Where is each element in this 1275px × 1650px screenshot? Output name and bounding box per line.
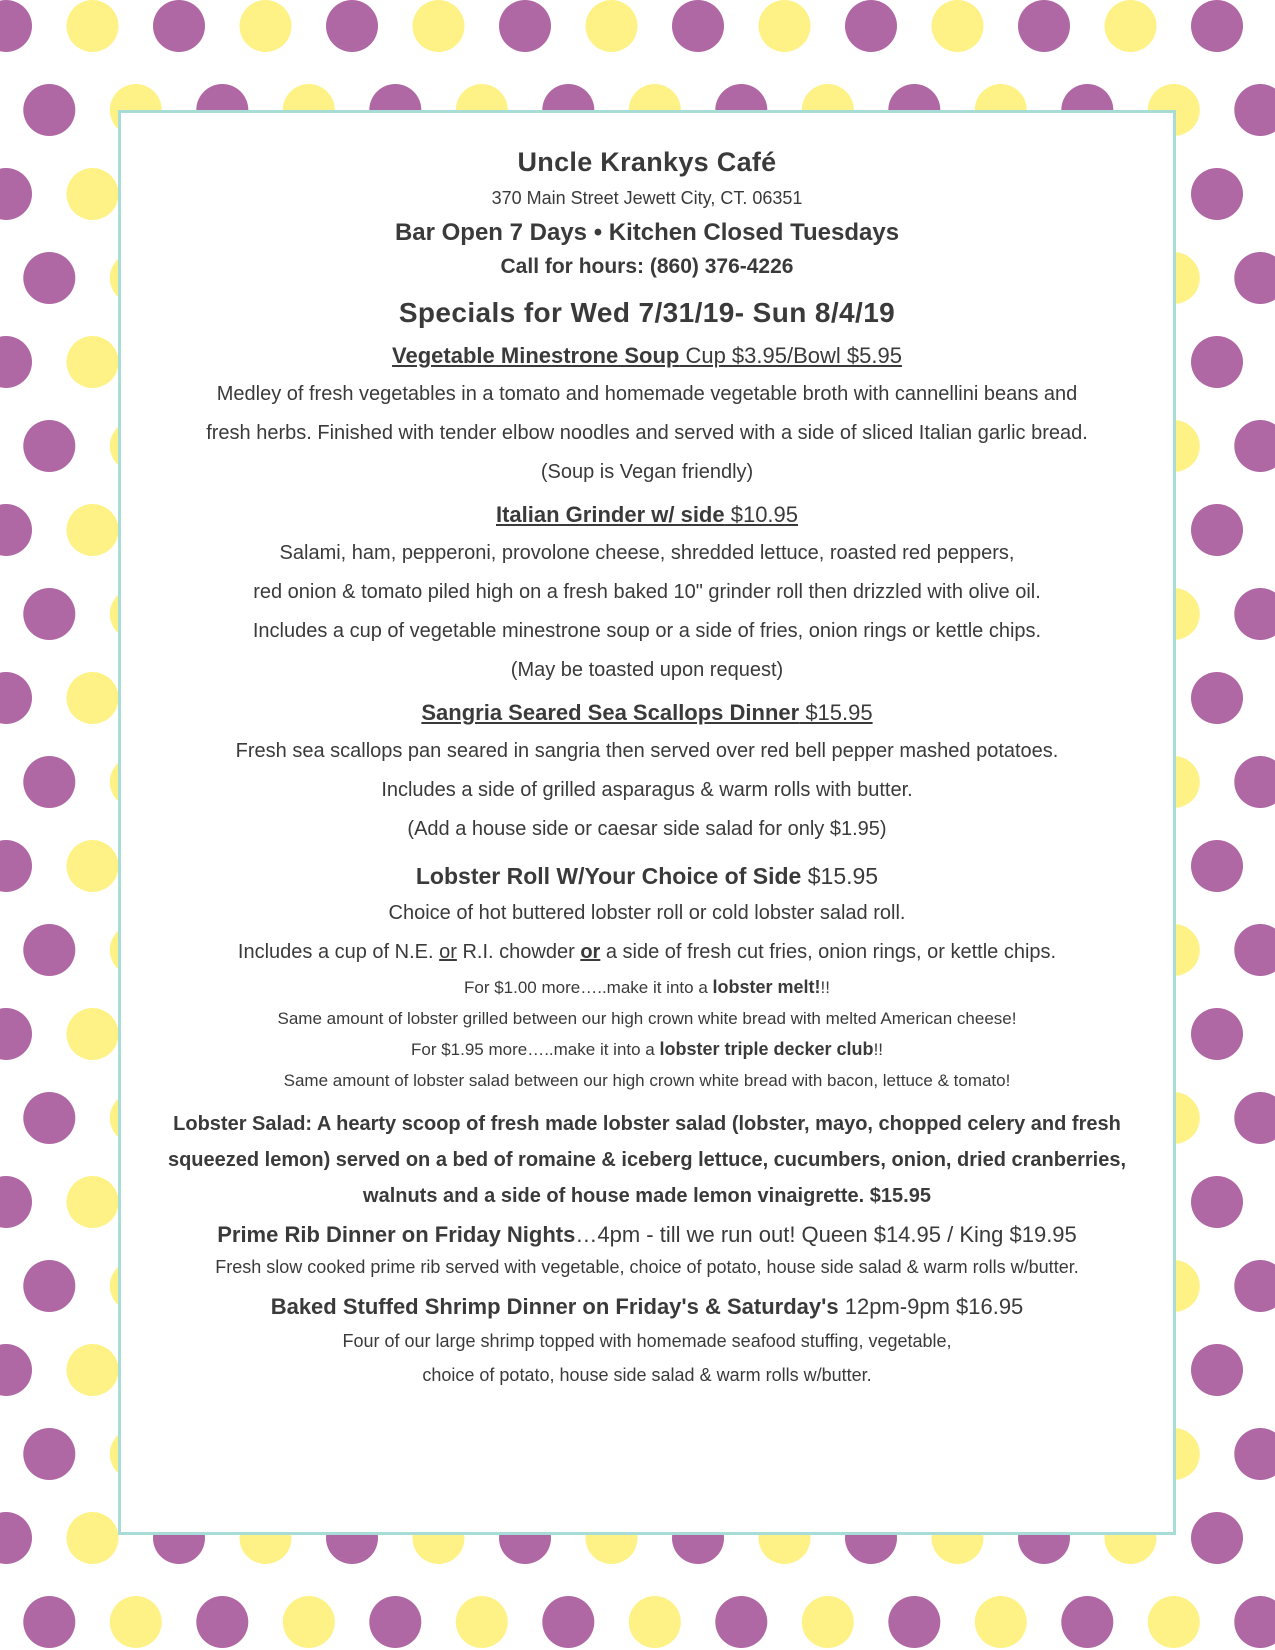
lobster-roll-desc-line: Includes a cup of N.E. or R.I. chowder or a side of fresh cut fries, onion rings, or kettle chips. — [237, 941, 1057, 963]
polka-dot — [23, 84, 75, 136]
cafe-title: Uncle Krankys Café — [517, 147, 777, 177]
polka-dot — [542, 1596, 594, 1648]
cafe-hours: Bar Open 7 Days • Kitchen Closed Tuesdays — [394, 219, 900, 246]
polka-dot — [67, 168, 119, 220]
grinder-desc-line: Salami, ham, pepperoni, provolone cheese, shredded lettuce, roasted red peppers, — [279, 542, 1015, 564]
polka-dot — [67, 840, 119, 892]
polka-dot — [196, 1596, 248, 1648]
lobster-roll-heading — [151, 863, 1143, 890]
polka-dot — [1234, 1596, 1275, 1648]
lobster-roll-price: $15.95 — [801, 863, 879, 889]
polka-dot — [629, 1596, 681, 1648]
polka-dot — [1191, 672, 1243, 724]
grinder-desc-line: red onion & tomato piled high on a fresh baked 10" grinder roll then drizzled with olive oil. — [253, 581, 1041, 603]
soup-special — [151, 343, 1143, 492]
prime-rib-detail: …4pm - till we run out! Queen $14.95 / King $19.95 — [575, 1222, 1077, 1247]
lobster-club-offer: For $1.95 more…..make it into a lobster triple decker club!! — [410, 1039, 884, 1059]
lobster-melt-desc: Same amount of lobster grilled between our high crown white bread with melted American cheese! — [277, 1009, 1017, 1028]
grinder-desc-line: Includes a cup of vegetable minestrone soup or a side of fries, onion rings or kettle chips. — [252, 620, 1042, 642]
lobster-club-desc: Same amount of lobster salad between our high crown white bread with bacon, lettuce & tomato! — [283, 1071, 1011, 1090]
polka-dot — [586, 0, 638, 52]
polka-dot — [23, 1092, 75, 1144]
polka-dot — [67, 336, 119, 388]
polka-dot — [67, 1344, 119, 1396]
polka-dot — [1191, 1512, 1243, 1564]
polka-dot — [1191, 1344, 1243, 1396]
polka-dot — [0, 840, 32, 892]
polka-dot — [23, 1596, 75, 1648]
polka-dot — [1234, 588, 1275, 640]
polka-dot — [0, 1512, 32, 1564]
grinder-name: Italian Grinder w/ side — [495, 502, 725, 527]
polka-dot — [67, 504, 119, 556]
menu-card — [118, 110, 1176, 1535]
polka-dot — [845, 0, 897, 52]
polka-dot — [1234, 252, 1275, 304]
cafe-address: 370 Main Street Jewett City, CT. 06351 — [491, 188, 803, 208]
polka-dot — [1191, 168, 1243, 220]
polka-dot — [975, 1596, 1027, 1648]
scallops-desc-line: Fresh sea scallops pan seared in sangria then served over red bell pepper mashed potatoes. — [235, 740, 1059, 762]
polka-dot — [0, 504, 32, 556]
scallops-desc-line: Includes a side of grilled asparagus & warm rolls with butter. — [381, 779, 913, 801]
polka-dot — [1234, 1092, 1275, 1144]
polka-dot — [888, 1596, 940, 1648]
polka-dot — [23, 924, 75, 976]
polka-dot — [153, 0, 205, 52]
polka-dot — [0, 672, 32, 724]
lobster-salad-line: squeezed lemon) served on a bed of romaine & iceberg lettuce, cucumbers, onion, dried cranberries, — [167, 1149, 1127, 1171]
lobster-salad-special — [151, 1106, 1143, 1214]
soup-desc-line: fresh herbs. Finished with tender elbow noodles and served with a side of sliced Italian garlic bread. — [206, 422, 1088, 444]
polka-dot — [1234, 756, 1275, 808]
polka-dot — [932, 0, 984, 52]
shrimp-special — [151, 1294, 1143, 1392]
polka-dot — [0, 1008, 32, 1060]
polka-dot — [456, 1596, 508, 1648]
prime-rib-desc: Fresh slow cooked prime rib served with vegetable, choice of potato, house side salad & warm rolls w/butter. — [215, 1257, 1079, 1277]
scallops-note: (Add a house side or caesar side salad for only $1.95) — [407, 818, 887, 840]
polka-dot — [1061, 1596, 1113, 1648]
polka-dot — [110, 1596, 162, 1648]
grinder-price: $10.95 — [724, 502, 799, 527]
polka-dot — [715, 1596, 767, 1648]
polka-dot — [0, 1344, 32, 1396]
call-for-hours: Call for hours: (860) 376-4226 — [500, 255, 794, 278]
polka-dot — [672, 0, 724, 52]
polka-dot — [1234, 924, 1275, 976]
polka-dot — [499, 0, 551, 52]
polka-dot — [0, 0, 32, 52]
polka-dot — [67, 1176, 119, 1228]
polka-dot — [1191, 1008, 1243, 1060]
polka-dot — [0, 336, 32, 388]
shrimp-heading — [151, 1294, 1143, 1320]
polka-dot — [802, 1596, 854, 1648]
specials-title: Specials for Wed 7/31/19- Sun 8/4/19 — [398, 297, 896, 328]
scallops-heading — [151, 700, 1143, 726]
polka-dot — [1234, 1260, 1275, 1312]
soup-name: Vegetable Minestrone Soup — [392, 343, 680, 368]
prime-rib-name: Prime Rib Dinner on Friday Nights — [217, 1222, 576, 1247]
soup-price: Cup $3.95/Bowl $5.95 — [679, 343, 902, 368]
polka-dot — [0, 1176, 32, 1228]
polka-dot — [67, 1008, 119, 1060]
lobster-salad-line: Lobster Salad: A hearty scoop of fresh made lobster salad (lobster, mayo, chopped celery and fresh — [173, 1113, 1121, 1135]
prime-rib-special — [151, 1222, 1143, 1284]
polka-dot — [1234, 84, 1275, 136]
polka-dot — [23, 588, 75, 640]
polka-dot — [369, 1596, 421, 1648]
prime-rib-heading — [151, 1222, 1143, 1248]
soup-heading — [151, 343, 1143, 369]
grinder-heading — [151, 502, 1143, 528]
polka-dot — [1018, 0, 1070, 52]
polka-dot — [1234, 420, 1275, 472]
shrimp-desc-line: Four of our large shrimp topped with homemade seafood stuffing, vegetable, — [342, 1331, 952, 1351]
polka-dot — [240, 0, 292, 52]
polka-dot — [23, 420, 75, 472]
polka-dot — [23, 1260, 75, 1312]
shrimp-detail: 12pm-9pm $16.95 — [838, 1294, 1024, 1319]
polka-dot — [67, 1512, 119, 1564]
grinder-note: (May be toasted upon request) — [510, 659, 784, 681]
lobster-melt-offer: For $1.00 more…..make it into a lobster melt!!! — [464, 977, 830, 997]
polka-dot — [326, 0, 378, 52]
scallops-price: $15.95 — [799, 700, 873, 725]
lobster-roll-desc-line: Choice of hot buttered lobster roll or cold lobster salad roll. — [388, 902, 906, 924]
soup-note: (Soup is Vegan friendly) — [540, 461, 754, 483]
polka-dot — [759, 0, 811, 52]
polka-dot — [1191, 336, 1243, 388]
polka-dot — [1105, 0, 1157, 52]
polka-dot — [23, 252, 75, 304]
polka-dot — [67, 0, 119, 52]
soup-desc-line: Medley of fresh vegetables in a tomato and homemade vegetable broth with cannellini beans and — [216, 383, 1078, 405]
scallops-name: Sangria Seared Sea Scallops Dinner — [421, 700, 800, 725]
lobster-roll-name: Lobster Roll W/Your Choice of Side — [415, 863, 802, 889]
polka-dot — [0, 168, 32, 220]
grinder-special — [151, 502, 1143, 690]
polka-dot — [23, 756, 75, 808]
polka-dot — [67, 672, 119, 724]
shrimp-desc-line: choice of potato, house side salad & warm rolls w/butter. — [422, 1365, 872, 1385]
shrimp-name: Baked Stuffed Shrimp Dinner on Friday's & Saturday's — [270, 1294, 839, 1319]
polka-dot — [413, 0, 465, 52]
polka-dot — [1148, 1596, 1200, 1648]
polka-dot — [1191, 840, 1243, 892]
polka-dot — [23, 1428, 75, 1480]
scallops-special — [151, 700, 1143, 849]
polka-dot — [283, 1596, 335, 1648]
lobster-salad-line: walnuts and a side of house made lemon vinaigrette. $15.95 — [363, 1185, 931, 1207]
polka-dot — [1191, 504, 1243, 556]
polka-dot — [1191, 1176, 1243, 1228]
polka-dot — [1234, 1428, 1275, 1480]
lobster-roll-special — [151, 863, 1143, 1096]
polka-dot — [1191, 0, 1243, 52]
